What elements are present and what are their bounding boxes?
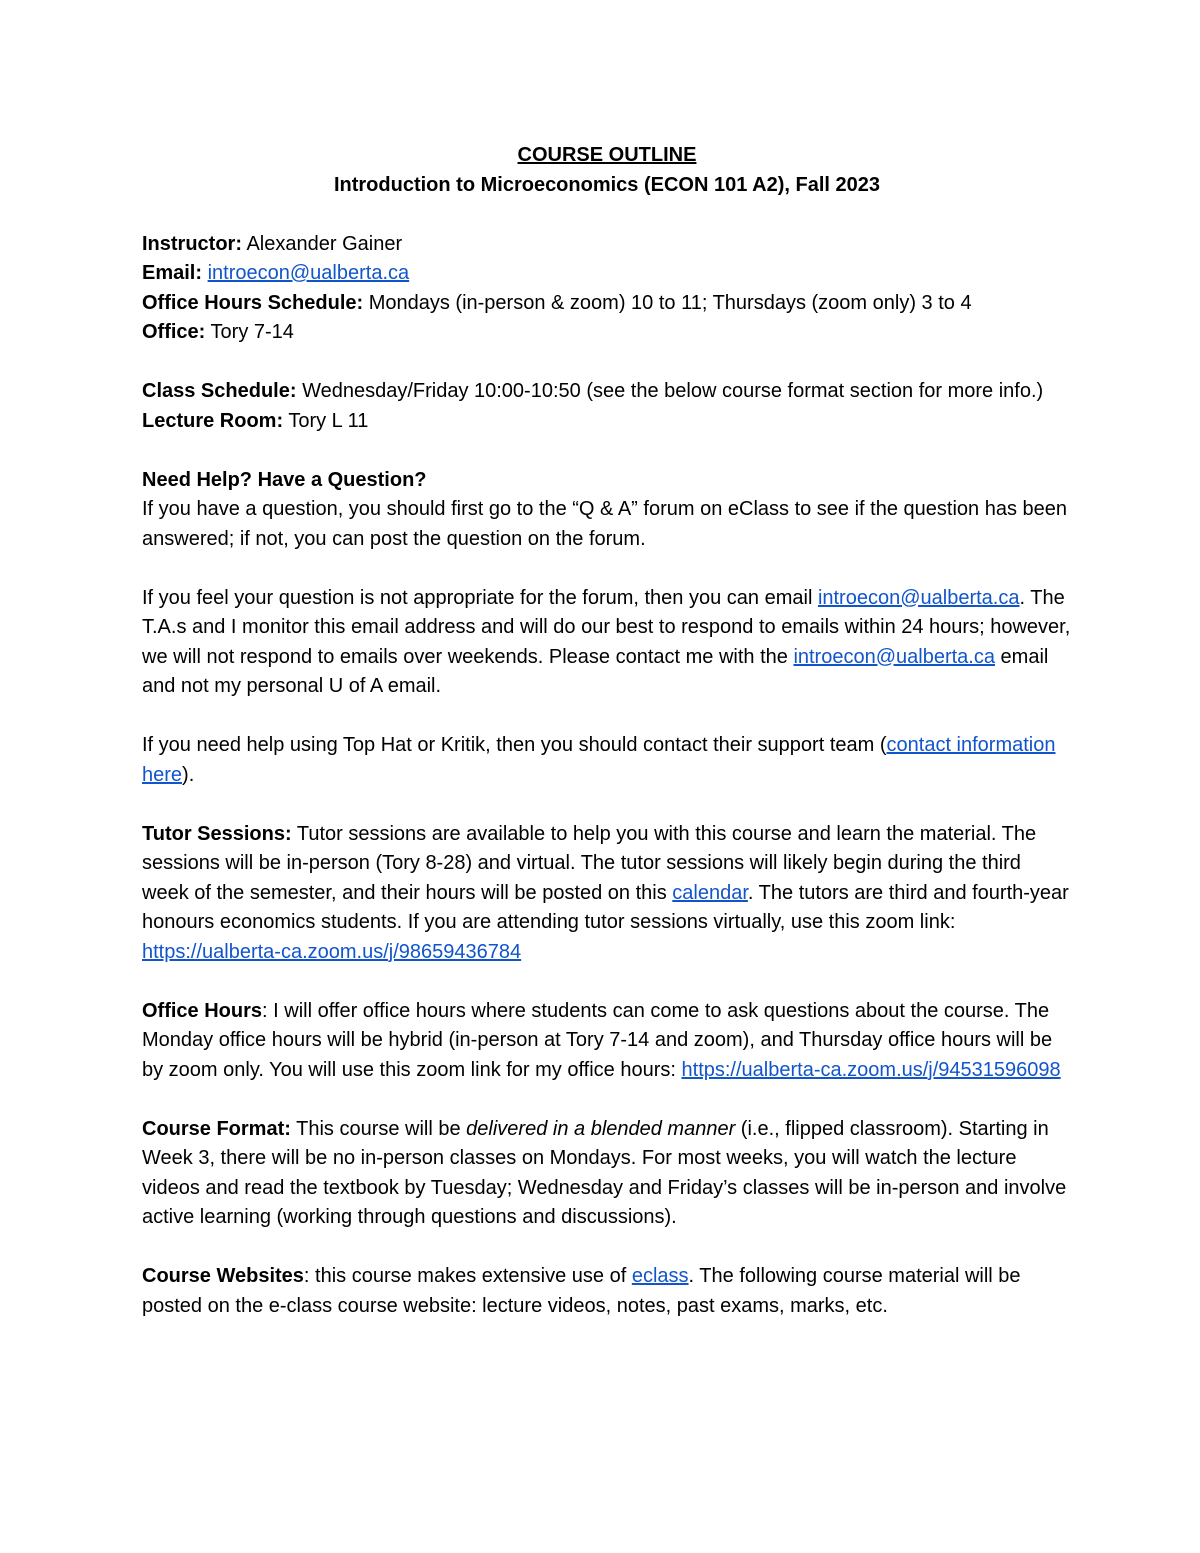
course-format-italic: delivered in a blended manner <box>466 1117 736 1140</box>
help-paragraph-2-text-c: email and not my personal U of A email. <box>142 645 1049 697</box>
office-hours-zoom-link[interactable]: https://ualberta-ca.zoom.us/j/94531596098 <box>681 1058 1061 1081</box>
office-hours-schedule-line <box>142 289 1072 319</box>
course-format-text-b: (i.e., flipped classroom). Starting in Week 3, there will be no in-person classes on Mondays. For most weeks, you will watch the lecture videos and read the textbook by Tuesday; Wednesday and Friday’s classes will be in-person and involve active learning (working through questions and discussions). <box>142 1117 1067 1228</box>
eclass-link[interactable]: eclass <box>631 1265 689 1287</box>
course-format-text-a: This course will be <box>290 1117 467 1140</box>
help-email-link-2[interactable]: introecon@ualberta.ca <box>793 645 995 668</box>
course-websites-text-a: : this course makes extensive use of <box>303 1265 632 1287</box>
lecture-room-label: Lecture Room: <box>142 409 284 432</box>
office-hours-schedule-label: Office Hours Schedule: <box>142 291 364 314</box>
office-line <box>142 318 1072 348</box>
support-contact-link[interactable]: contact information here <box>142 734 1056 786</box>
lecture-room-line <box>142 407 1072 437</box>
spacer <box>142 348 1072 378</box>
tutor-zoom-link[interactable]: https://ualberta-ca.zoom.us/j/98659436784 <box>142 940 522 963</box>
office-label: Office: <box>142 321 206 343</box>
email-label: Email: <box>142 262 203 284</box>
office-hours-paragraph <box>142 997 1072 1086</box>
course-format-label: Course Format: <box>142 1117 291 1140</box>
course-websites-paragraph <box>142 1262 1072 1321</box>
document-page <box>142 138 1072 1321</box>
document-subtitle: Introduction to Microeconomics (ECON 101 A2), Fall 2023 <box>333 173 881 196</box>
class-schedule-label: Class Schedule: <box>142 380 297 402</box>
tutor-sessions-text-a: Tutor sessions are available to help you with this course and learn the material. The sessions will be in-person (Tory 8-28) and virtual. The tutor sessions will likely begin during the third week of the semester, and their hours will be posted on this <box>142 822 1037 904</box>
course-websites-text-b: . The following course material will be posted on the e-class course website: lecture videos, notes, past exams, marks, etc. <box>142 1265 1021 1317</box>
instructor-line <box>142 230 1072 260</box>
office-hours-text: : I will offer office hours where students can come to ask questions about the course. The Monday office hours will be hybrid (in-person at Tory 7-14 and zoom), and Thursday office hours will be by zoom only. You will use this zoom link for my office hours: <box>142 999 1053 1081</box>
tutor-sessions-paragraph <box>142 820 1072 968</box>
class-schedule-line <box>142 377 1072 407</box>
help-heading <box>142 466 1072 496</box>
help-paragraph-1: If you have a question, you should first go to the “Q & A” forum on eClass to see if the question has been answered; if not, you can post the question on the forum. <box>142 498 1067 550</box>
office-hours-schedule-value: Mondays (in-person & zoom) 10 to 11; Thursdays (zoom only) 3 to 4 <box>363 291 972 314</box>
help-paragraph-3-text-a: If you need help using Top Hat or Kritik, then you should contact their support team ( <box>142 734 887 756</box>
course-format-paragraph <box>142 1115 1072 1233</box>
office-value: Tory 7-14 <box>205 321 294 343</box>
course-websites-label: Course Websites <box>142 1265 304 1287</box>
help-paragraph-2 <box>142 584 1072 702</box>
class-schedule-value: Wednesday/Friday 10:00-10:50 (see the below course format section for more info.) <box>296 380 1044 402</box>
lecture-room-value: Tory L 11 <box>283 409 369 432</box>
instructor-label: Instructor: <box>142 232 242 255</box>
tutor-sessions-label: Tutor Sessions: <box>142 822 292 845</box>
spacer <box>142 702 1072 732</box>
spacer <box>142 436 1072 466</box>
spacer <box>142 554 1072 584</box>
tutor-sessions-text-b: . The tutors are third and fourth-year honours economics students. If you are attending tutor sessions virtually, use this zoom link: <box>142 881 1069 933</box>
document-title: COURSE OUTLINE <box>517 144 697 166</box>
help-paragraph-2-text-b: . The T.A.s and I monitor this email address and will do our best to respond to emails within 24 hours; however, we will not respond to emails over weekends. Please contact me with the <box>142 586 1071 668</box>
email-line <box>142 259 1072 289</box>
spacer <box>142 1085 1072 1115</box>
instructor-value: Alexander Gainer <box>242 232 403 255</box>
help-paragraph-2-text-a: If you feel your question is not appropriate for the forum, then you can email <box>142 586 818 609</box>
office-hours-label: Office Hours <box>142 999 263 1022</box>
spacer <box>142 1233 1072 1263</box>
spacer <box>142 200 1072 230</box>
spacer <box>142 790 1072 820</box>
help-heading-text: Need Help? Have a Question? <box>142 468 427 491</box>
spacer <box>142 967 1072 997</box>
email-link[interactable]: introecon@ualberta.ca <box>207 262 410 284</box>
help-paragraph-3 <box>142 731 1072 790</box>
calendar-link[interactable]: calendar <box>672 881 748 904</box>
help-email-link-1[interactable]: introecon@ualberta.ca <box>817 586 1020 609</box>
help-paragraph-3-text-b: ). <box>182 763 195 786</box>
